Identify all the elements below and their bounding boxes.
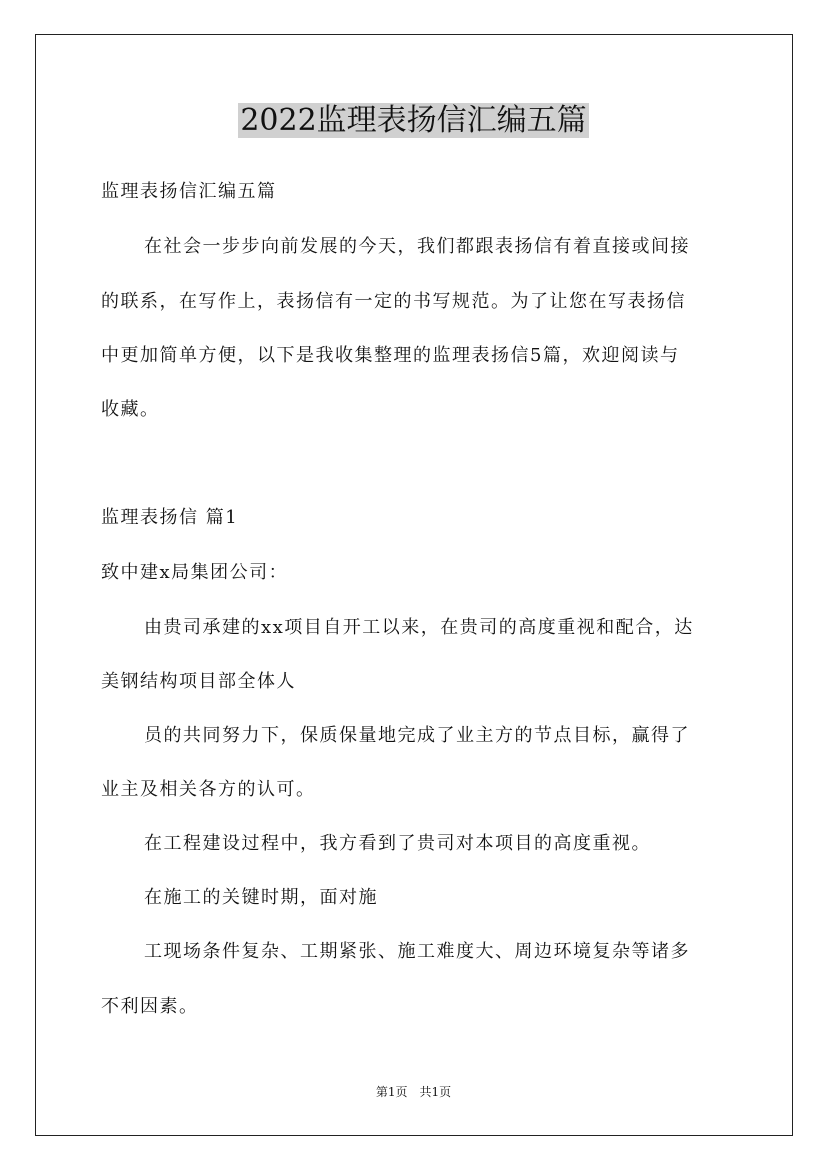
- salutation: 致中建x局集团公司：: [101, 562, 289, 583]
- document-subtitle: 监理表扬信汇编五篇: [101, 181, 277, 202]
- body-line-2: 美钢结构项目部全体人: [101, 671, 296, 692]
- body-line-4: 业主及相关各方的认可。: [101, 779, 316, 800]
- intro-line-4: 收藏。: [101, 399, 160, 420]
- page-number: 第1页 共1页: [375, 1085, 452, 1099]
- intro-line-2: 的联系，在写作上，表扬信有一定的书写规范。为了让您在写表扬信: [101, 291, 686, 312]
- intro-line-1: 在社会一步步向前发展的今天，我们都跟表扬信有着直接或间接: [144, 236, 690, 257]
- body-line-7: 工现场条件复杂、工期紧张、施工难度大、周边环境复杂等诸多: [144, 941, 690, 962]
- body-line-8: 不利因素。: [101, 996, 199, 1017]
- body-line-1: 由贵司承建的xx项目自开工以来，在贵司的高度重视和配合，达: [144, 617, 694, 638]
- body-line-6: 在施工的关键时期，面对施: [144, 887, 378, 908]
- document-title-text: 2022监理表扬信汇编五篇: [240, 103, 587, 138]
- body-line-3: 员的共同努力下，保质保量地完成了业主方的节点目标，赢得了: [144, 725, 690, 746]
- document-title: [0, 100, 827, 142]
- intro-line-3: 中更加简单方便，以下是我收集整理的监理表扬信5篇，欢迎阅读与: [101, 345, 680, 366]
- section-heading: 监理表扬信 篇1: [101, 507, 239, 528]
- body-line-5: 在工程建设过程中，我方看到了贵司对本项目的高度重视。: [144, 833, 651, 854]
